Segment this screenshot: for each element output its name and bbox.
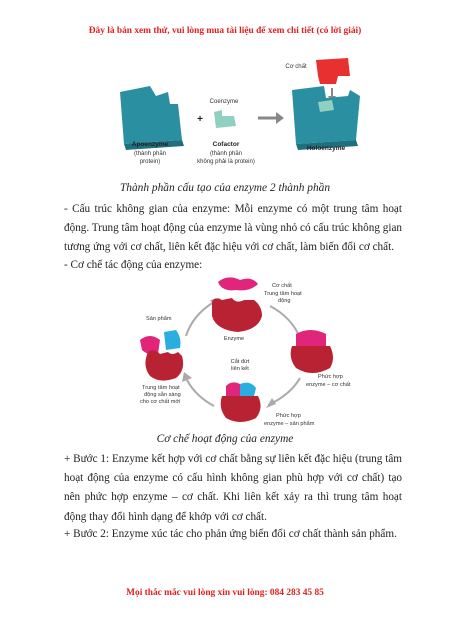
svg-text:enzyme – sản phẩm: enzyme – sản phẩm bbox=[264, 421, 315, 427]
product-shape-bottom-blue bbox=[240, 383, 256, 396]
svg-text:(thành phần: (thành phần bbox=[209, 151, 243, 157]
svg-text:(thành phần: (thành phần bbox=[133, 151, 167, 157]
enzyme-label: Enzyme bbox=[223, 336, 245, 342]
ready-site-label: Trung tâm hoạt bbox=[142, 385, 180, 391]
enzyme-shape-right bbox=[291, 346, 333, 373]
bond-break-label: Cắt đứt bbox=[230, 359, 250, 365]
contact-banner: Mọi thắc mắc vui lòng xin vui lòng: 084 283 45 85 bbox=[126, 588, 324, 598]
substrate-shape-right bbox=[296, 330, 326, 348]
plus-sign: + bbox=[197, 114, 203, 125]
substrate-shape-top bbox=[218, 277, 258, 290]
paragraph-structure: - Cấu trúc không gian của enzyme: Mỗi enzyme có một trung tâm hoạt động. Trung tâm hoạt động của enzyme là vùng nhỏ có cấu trúc không gian tương ứng với cơ chất, liên kết đặc hiệu với cơ chất, làm biến đổi cơ chất. bbox=[64, 203, 402, 254]
holoenzyme-label: Holoenzyme bbox=[306, 145, 346, 152]
svg-text:cho cơ chất mới: cho cơ chất mới bbox=[140, 399, 181, 405]
svg-text:liên kết: liên kết bbox=[231, 366, 249, 372]
substrate-label-2: Cơ chất bbox=[272, 283, 292, 289]
paragraph-step-2: + Bước 2: Enzyme xúc tác cho phản ứng biến đổi cơ chất thành sản phẩm. bbox=[64, 528, 397, 540]
preview-banner: Đây là bản xem thử, vui lòng mua tài liệu để xem chi tiết (có lời giải) bbox=[88, 26, 362, 36]
svg-text:động sẵn sàng: động sẵn sàng bbox=[144, 392, 181, 398]
product-shape-bottom-pink bbox=[226, 382, 240, 396]
svg-text:protein): protein) bbox=[139, 159, 161, 165]
paragraph-step-1: + Bước 1: Enzyme kết hợp với cơ chất bằng sự liên kết đặc hiệu (trung tâm hoạt động của enzyme có cấu hình không gian phù hợp với cơ chất) tạo nên phức hợp enzyme – cơ chất. Khi liên kết xảy ra thì trung tâm hoạt động thay đổi hình dạng để khớp với cơ chất. bbox=[64, 453, 402, 523]
svg-text:không phải là protein): không phải là protein) bbox=[197, 159, 255, 165]
product-blue-shape bbox=[164, 330, 181, 350]
figure-caption-1: Thành phần cấu tạo của enzyme 2 thành phần bbox=[119, 182, 331, 194]
coenzyme-label: Coenzyme bbox=[209, 99, 239, 105]
svg-text:enzyme – cơ chất: enzyme – cơ chất bbox=[306, 382, 351, 388]
cofactor-label: Cofactor bbox=[212, 141, 240, 148]
es-complex-label: Phức hợp bbox=[318, 374, 343, 380]
figure-caption-2: Cơ chế hoạt động của enzyme bbox=[156, 433, 294, 445]
enzyme-shape-left bbox=[145, 350, 183, 380]
enzyme-shape-bottom bbox=[221, 396, 261, 422]
paragraph-mechanism-heading: - Cơ chế tác động của enzyme: bbox=[64, 259, 203, 271]
svg-text:Trung tâm hoạt: Trung tâm hoạt bbox=[264, 291, 302, 297]
substrate-label: Cơ chất bbox=[285, 64, 307, 70]
ep-complex-label: Phức hợp bbox=[276, 413, 301, 419]
apoenzyme-label: Apoenzyme bbox=[131, 141, 169, 148]
products-label: Sản phẩm bbox=[146, 316, 172, 322]
svg-text:động: động bbox=[278, 298, 291, 304]
enzyme-shape-top bbox=[212, 298, 262, 332]
